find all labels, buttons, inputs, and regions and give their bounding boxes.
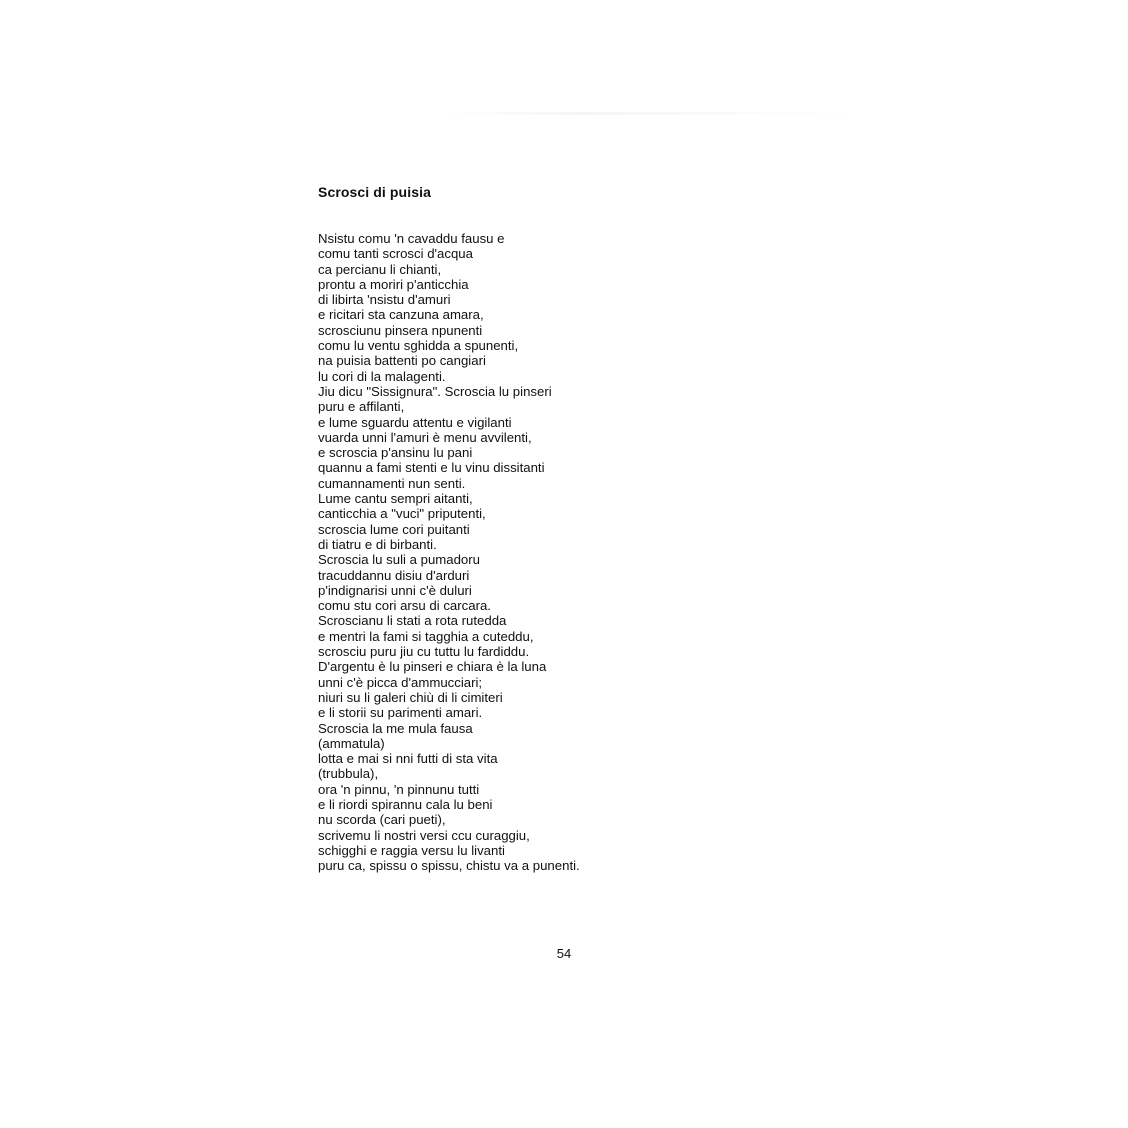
poem-line: canticchia a "vuci" priputenti,: [318, 506, 486, 522]
poem-line: e li storii su parimenti amari.: [318, 705, 483, 721]
poem-line: e mentri la fami si tagghia a cuteddu,: [318, 628, 534, 644]
poem-line: niuri su li galeri chiù di li cimiteri: [318, 689, 503, 705]
poem-line: lu cori di la malagenti.: [318, 368, 446, 384]
poem-line: comu lu ventu sghidda a spunenti,: [318, 338, 519, 354]
poem-line: scrosciunu pinsera npunenti: [318, 322, 483, 338]
poem-line: Scroscianu li stati a rota rutedda: [318, 613, 507, 629]
poem-line: e lume sguardu attentu e vigilanti: [318, 414, 512, 430]
poem-line: Nsistu comu 'n cavaddu fausu e: [318, 231, 505, 246]
poem-line: Scroscia la me mula fausa: [318, 720, 473, 736]
poem-line: vuarda unni l'amuri è menu avvilenti,: [318, 429, 532, 445]
poem-line: Scroscia lu suli a pumadoru: [318, 552, 480, 568]
scan-artifact: [440, 112, 860, 115]
poem-line: Jiu dicu "Sissignura". Scroscia lu pinseri: [318, 383, 552, 399]
poem-line: comu tanti scrosci d'acqua: [318, 246, 473, 262]
poem-line: di tiatru e di birbanti.: [318, 536, 437, 552]
poem-line: puru e affilanti,: [318, 399, 405, 415]
poem-line: scrosciu puru jiu cu tuttu lu fardiddu.: [318, 644, 530, 660]
poem-line: unni c'è picca d'ammucciari;: [318, 674, 483, 690]
page-number: 54: [556, 946, 572, 961]
poem-line: tracuddannu disiu d'arduri: [318, 567, 470, 583]
poem-line: cumannamenti nun senti.: [318, 475, 466, 491]
poem-line: (trubbula),: [318, 766, 379, 782]
poem-body: [318, 231, 738, 873]
poem-line: na puisia battenti po cangiari: [318, 353, 486, 369]
poem-line: puru ca, spissu o spissu, chistu va a punenti.: [318, 858, 580, 874]
poem-line: ca percianu li chianti,: [318, 261, 442, 277]
poem-line: scrivemu li nostri versi ccu curaggiu,: [318, 827, 530, 843]
poem-line: D'argentu è lu pinseri e chiara è la luna: [318, 659, 547, 675]
poem-line: nu scorda (cari pueti),: [318, 812, 446, 828]
poem-line: prontu a moriri p'anticchia: [318, 276, 469, 292]
poem-line: e scroscia p'ansinu lu pani: [318, 445, 473, 461]
poem-line: p'indignarisi unni c'è duluri: [318, 582, 472, 598]
poem-line: lotta e mai si nni futti di sta vita: [318, 751, 498, 767]
poem-line: (ammatula): [318, 735, 385, 751]
poem-line: schigghi e raggia versu lu livanti: [318, 842, 505, 858]
poem-line: di libirta 'nsistu d'amuri: [318, 292, 451, 308]
poem-title: Scrosci di puisia: [318, 184, 431, 200]
poem-line: e ricitari sta canzuna amara,: [318, 307, 484, 323]
poem-line: comu stu cori arsu di carcara.: [318, 598, 491, 614]
poem-line: Lume cantu sempri aitanti,: [318, 491, 473, 507]
poem-line: e li riordi spirannu cala lu beni: [318, 796, 493, 812]
poem-line: ora 'n pinnu, 'n pinnunu tutti: [318, 781, 480, 797]
poem-line: scroscia lume cori puitanti: [318, 521, 470, 537]
poem-line: quannu a fami stenti e lu vinu dissitanti: [318, 460, 545, 476]
